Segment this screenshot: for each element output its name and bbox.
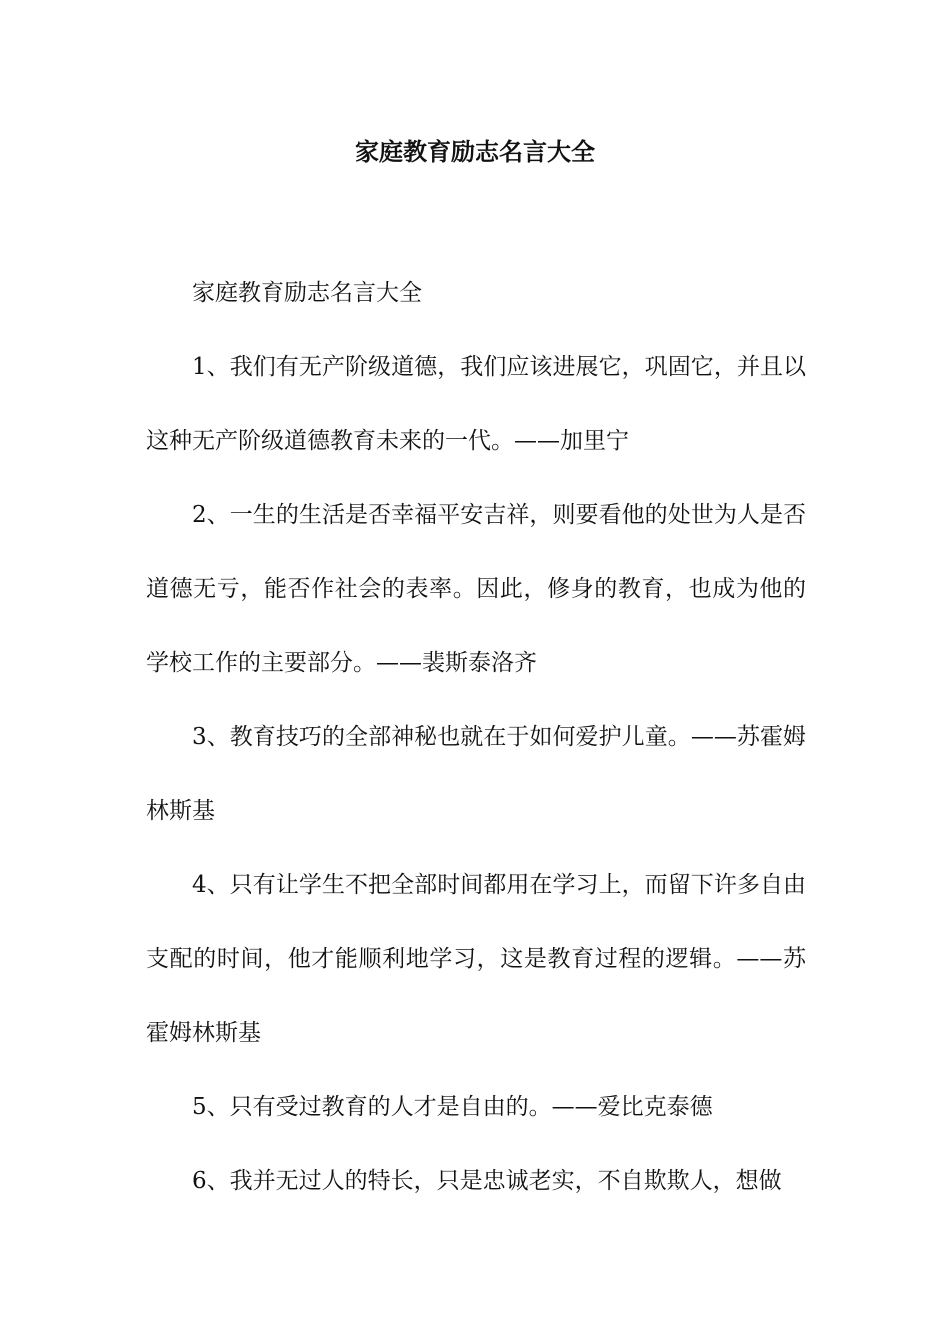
paragraph-heading: 家庭教育励志名言大全: [192, 280, 422, 306]
quote-item-4: 4、只有让学生不把全部时间都用在学习上，而留下许多自由支配的时间，他才能顺利地学习，这是教育过程的逻辑。——苏霍姆林斯基: [146, 872, 806, 1046]
quote-item-5: 5、只有受过教育的人才是自由的。——爱比克泰德: [192, 1094, 713, 1120]
document-title: 家庭教育励志名言大全: [355, 137, 595, 166]
document-body: [146, 256, 806, 1218]
quote-item-6: 6、我并无过人的特长，只是忠诚老实，不自欺欺人，想做: [192, 1168, 782, 1194]
quote-item-2: 2、一生的生活是否幸福平安吉祥，则要看他的处世为人是否道德无亏，能否作社会的表率。因此，修身的教育，也成为他的学校工作的主要部分。——裴斯泰洛齐: [146, 502, 806, 676]
quote-item-3: 3、教育技巧的全部神秘也就在于如何爱护儿童。——苏霍姆林斯基: [146, 724, 806, 824]
quote-item-1: 1、我们有无产阶级道德，我们应该进展它，巩固它，并且以这种无产阶级道德教育未来的一代。——加里宁: [146, 354, 806, 454]
